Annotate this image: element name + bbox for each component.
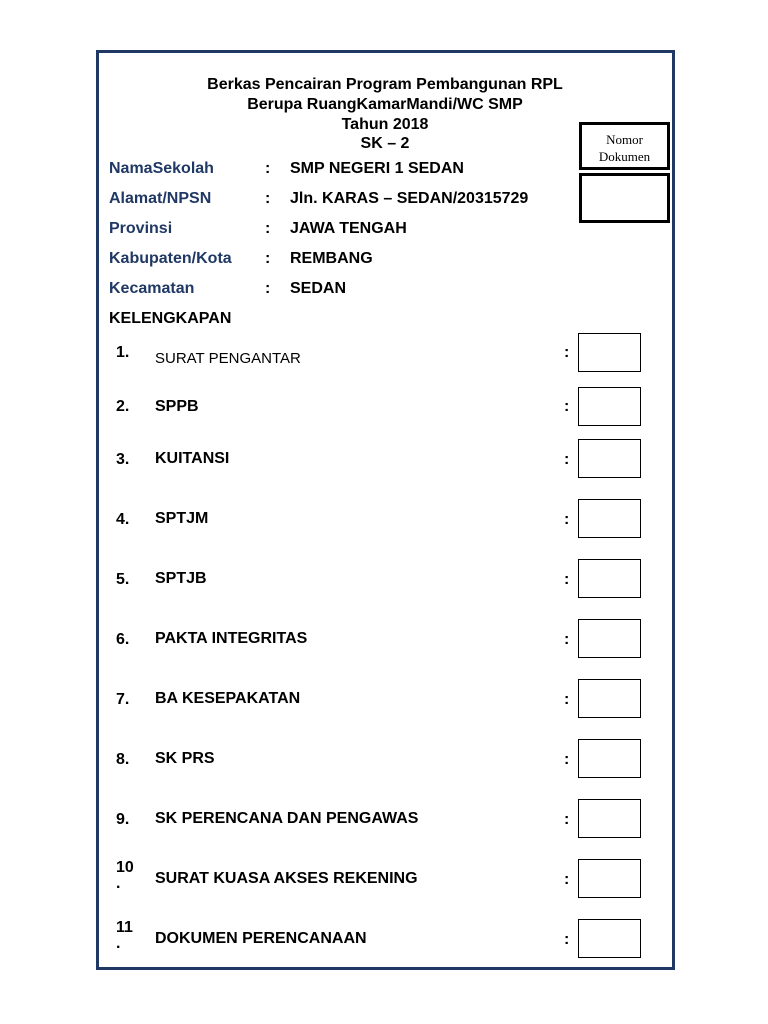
item-checkbox[interactable] [578, 799, 641, 838]
info-value-kabupaten: REMBANG [290, 250, 373, 267]
item-checkbox[interactable] [578, 439, 641, 478]
item-label: KUITANSI [155, 450, 230, 467]
title-line-2: Berupa RuangKamarMandi/WC SMP [247, 96, 523, 113]
item-checkbox[interactable] [578, 619, 641, 658]
item-label: SPTJM [155, 510, 209, 527]
item-number: 3. [116, 451, 130, 468]
item-colon: : [564, 871, 570, 888]
dokumen-label: Dokumen [598, 149, 651, 164]
item-checkbox[interactable] [578, 739, 641, 778]
info-colon: : [265, 280, 271, 297]
item-number: 7. [116, 691, 130, 708]
item-checkbox[interactable] [578, 859, 641, 898]
info-label-provinsi: Provinsi [109, 220, 173, 237]
info-label-nama-sekolah: NamaSekolah [109, 160, 214, 177]
title-line-3: Tahun 2018 [341, 116, 429, 133]
item-number: 1. [116, 344, 130, 361]
section-title-kelengkapan: KELENGKAPAN [109, 310, 232, 327]
info-value-alamat: Jln. KARAS – SEDAN/20315729 [290, 190, 529, 207]
info-value-kecamatan: SEDAN [290, 280, 347, 297]
item-colon: : [564, 811, 570, 828]
info-colon: : [265, 220, 271, 237]
info-colon: : [265, 190, 271, 207]
item-label: SK PRS [155, 750, 215, 767]
item-checkbox[interactable] [578, 387, 641, 426]
info-label-kabupaten: Kabupaten/Kota [109, 250, 232, 267]
nomor-label: Nomor [606, 132, 643, 147]
info-value-provinsi: JAWA TENGAH [290, 220, 407, 237]
item-number: 6. [116, 631, 130, 648]
item-number-dot: . [116, 875, 121, 892]
item-colon: : [564, 451, 570, 468]
item-number-dot: . [116, 935, 121, 952]
item-colon: : [564, 931, 570, 948]
item-number: 5. [116, 571, 130, 588]
item-label: SK PERENCANA DAN PENGAWAS [155, 810, 419, 827]
item-checkbox[interactable] [578, 919, 641, 958]
item-number-digits: 11 [116, 919, 133, 936]
item-colon: : [564, 398, 570, 415]
item-number [116, 920, 146, 952]
nomor-dokumen-value-box [579, 173, 670, 223]
item-colon: : [564, 691, 570, 708]
item-number [116, 860, 146, 892]
item-label: DOKUMEN PERENCANAAN [155, 930, 367, 947]
item-number: 9. [116, 811, 130, 828]
nomor-dokumen-label-box [579, 122, 670, 170]
info-label-kecamatan: Kecamatan [109, 280, 195, 297]
item-number: 2. [116, 398, 130, 415]
info-value-nama-sekolah: SMP NEGERI 1 SEDAN [290, 160, 464, 177]
item-label: SURAT KUASA AKSES REKENING [155, 870, 418, 887]
item-label: SPTJB [155, 570, 207, 587]
item-colon: : [564, 344, 570, 361]
item-colon: : [564, 511, 570, 528]
item-number: 8. [116, 751, 130, 768]
item-checkbox[interactable] [578, 679, 641, 718]
info-colon: : [265, 250, 271, 267]
title-line-4: SK – 2 [360, 135, 410, 152]
item-checkbox[interactable] [578, 499, 641, 538]
info-label-alamat: Alamat/NPSN [109, 190, 212, 207]
item-checkbox[interactable] [578, 333, 641, 372]
title-line-1: Berkas Pencairan Program Pembangunan RPL [207, 76, 563, 93]
item-number-digits: 10 [116, 859, 134, 876]
item-label: SURAT PENGANTAR [155, 350, 301, 367]
item-colon: : [564, 631, 570, 648]
item-label: PAKTA INTEGRITAS [155, 630, 308, 647]
item-colon: : [564, 751, 570, 768]
info-colon: : [265, 160, 271, 177]
item-colon: : [564, 571, 570, 588]
item-label: SPPB [155, 398, 199, 415]
item-number: 4. [116, 511, 130, 528]
item-label: BA KESEPAKATAN [155, 690, 301, 707]
item-checkbox[interactable] [578, 559, 641, 598]
